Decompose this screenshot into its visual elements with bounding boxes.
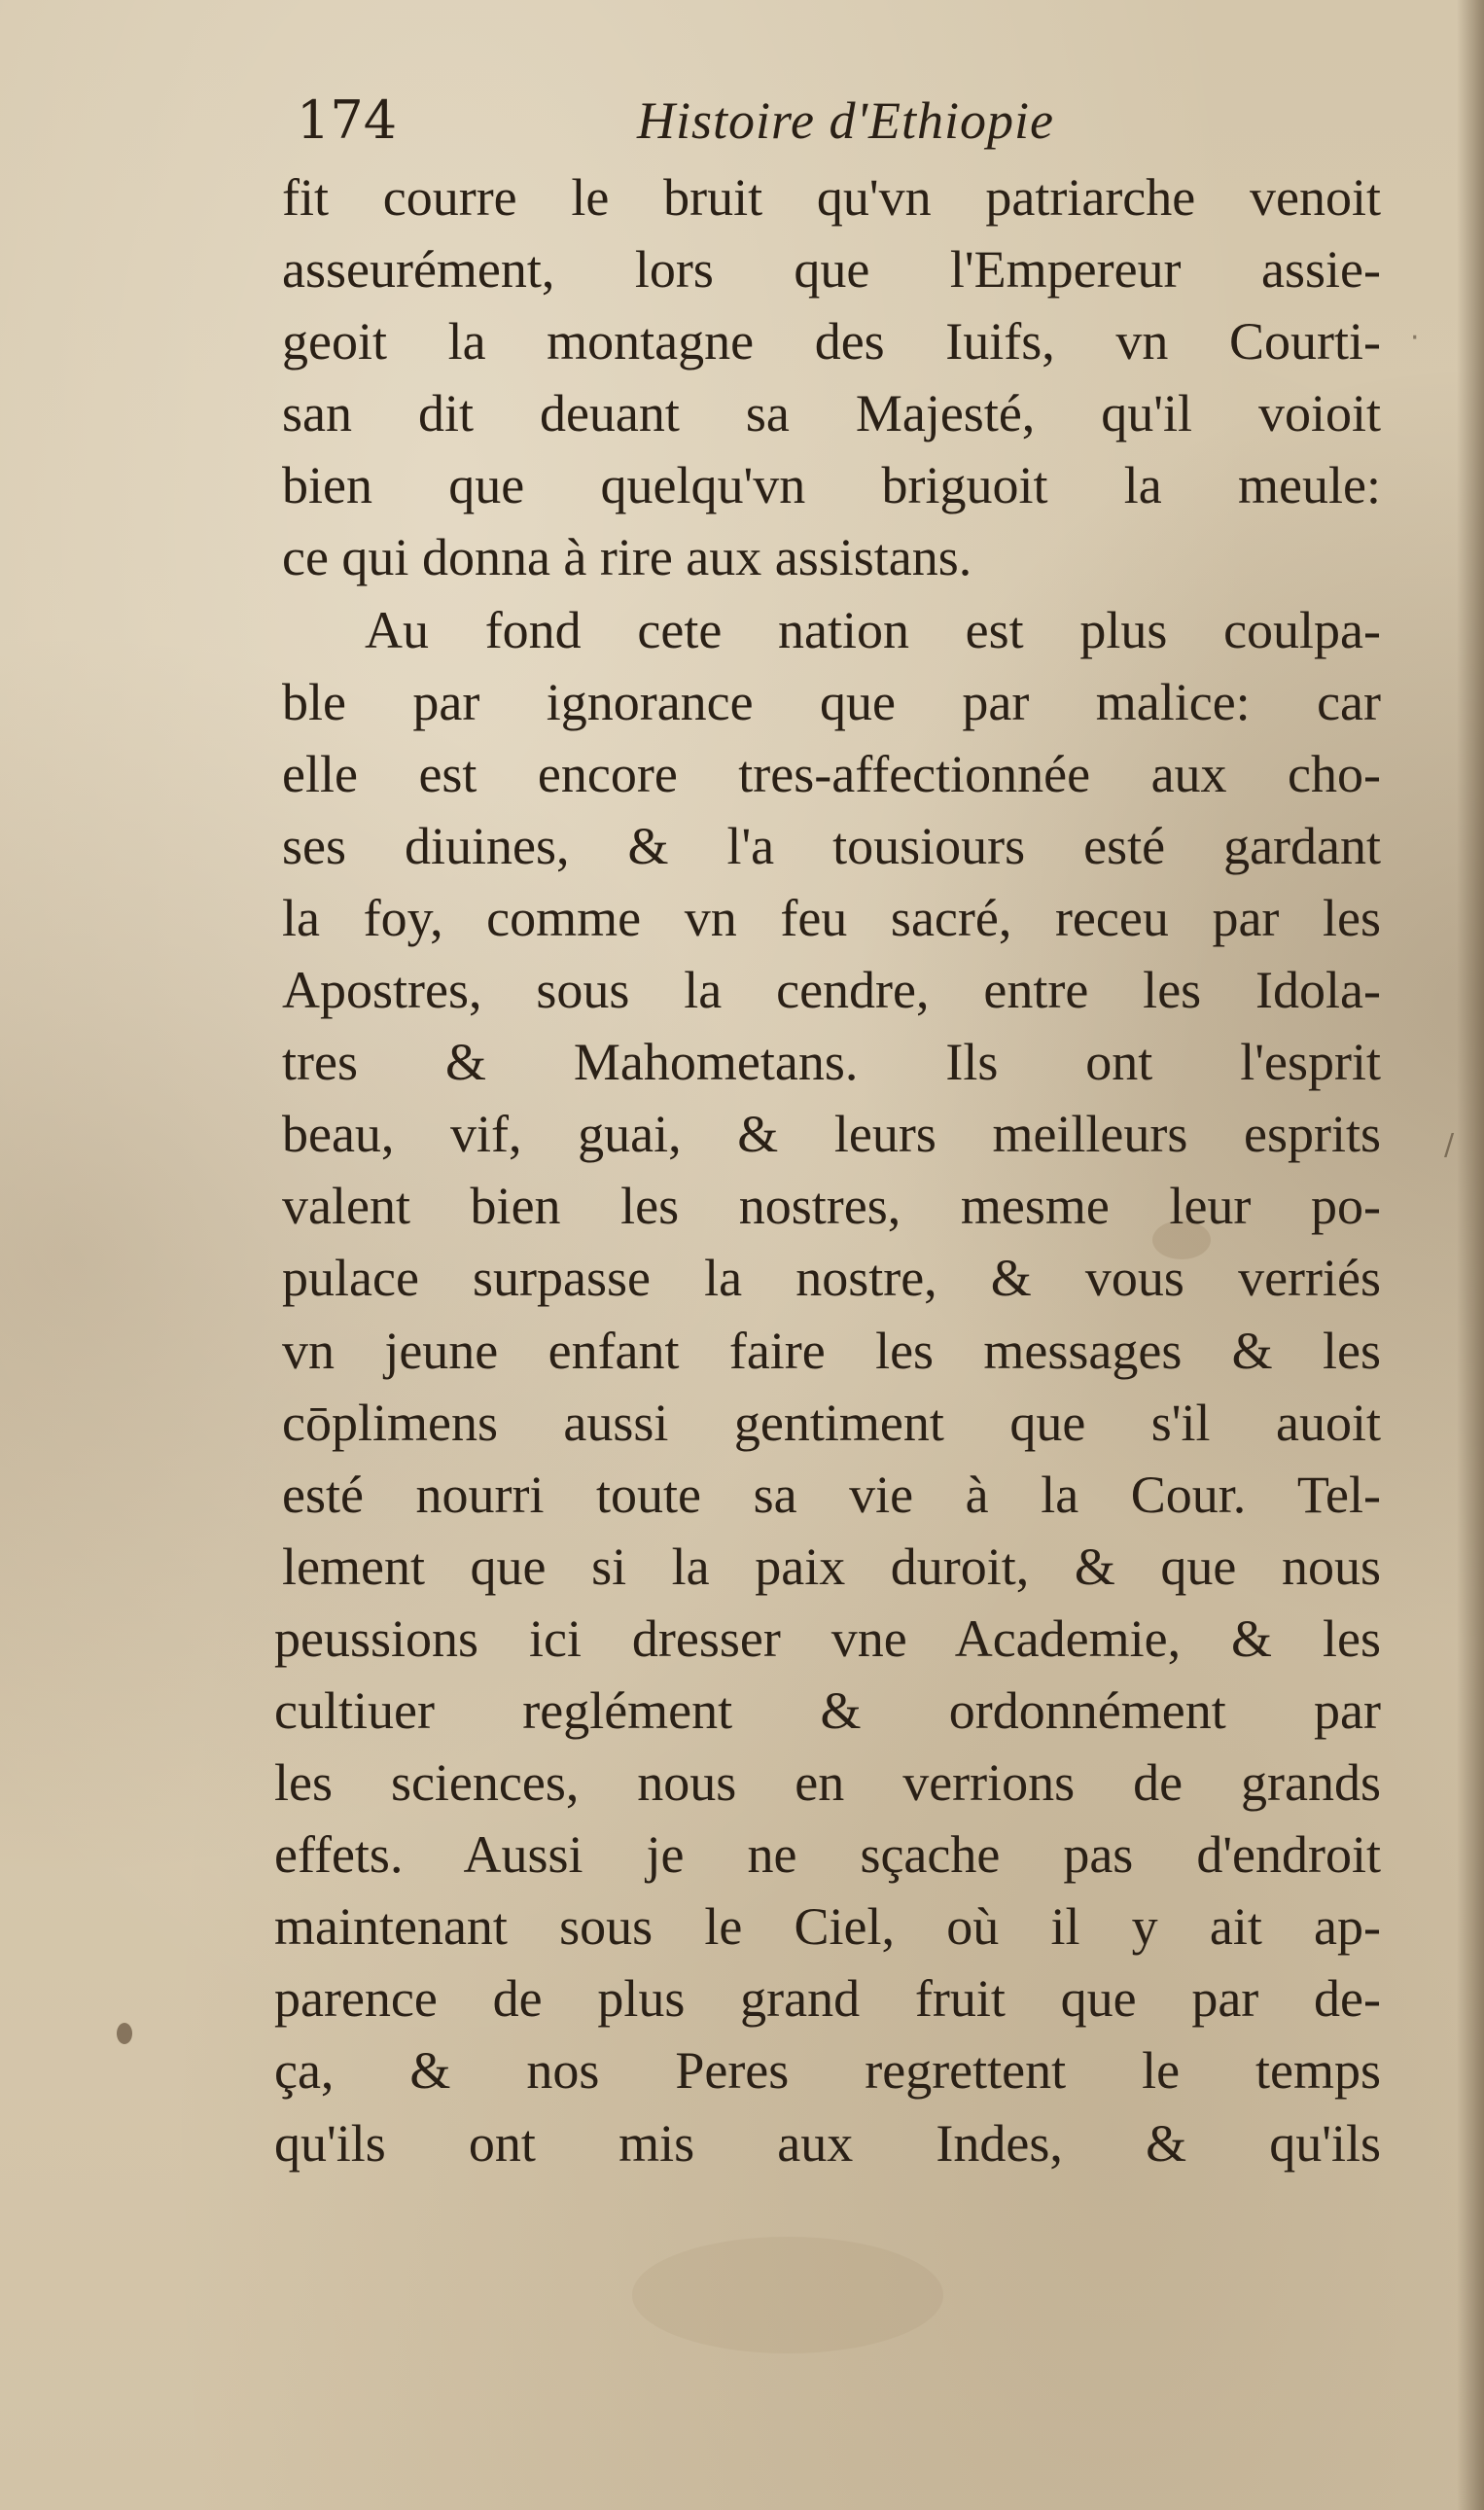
page-number: 174 bbox=[297, 89, 398, 151]
text-line: cultiuer reglément & ordonnément par bbox=[274, 1680, 1381, 1740]
text-line: lement que si la paix duroit, & que nous bbox=[282, 1537, 1381, 1596]
text-line: parence de plus grand fruit que par de- bbox=[274, 1969, 1381, 2029]
text-line: qu'ils ont mis aux Indes, & qu'ils bbox=[274, 2113, 1381, 2173]
text-line: esté nourri toute sa vie à la Cour. Tel- bbox=[282, 1465, 1381, 1524]
body-text bbox=[274, 161, 1381, 2179]
text-line: asseurément, lors que l'Empereur assie- bbox=[282, 240, 1381, 300]
paragraph-first-line: Au fond cete nation est plus coulpa- bbox=[365, 600, 1381, 659]
text-line: ce qui donna à rire aux assistans. bbox=[282, 528, 972, 587]
ink-speck bbox=[117, 2023, 132, 2044]
text-line: pulace surpasse la nostre, & vous verriés bbox=[282, 1249, 1381, 1308]
text-line: maintenant sous le Ciel, où il y ait ap- bbox=[274, 1897, 1381, 1957]
text-line: san dit deuant sa Majesté, qu'il voioit bbox=[282, 384, 1381, 443]
page-header bbox=[297, 82, 1396, 159]
text-line: peussions ici dresser vne Academie, & les bbox=[274, 1609, 1381, 1668]
text-line: geoit la montagne des Iuifs, vn Courti- bbox=[282, 312, 1381, 371]
page-edge-shadow bbox=[1457, 0, 1484, 2510]
text-line: fit courre le bruit qu'vn patriarche venoit bbox=[282, 168, 1381, 227]
text-line: les sciences, nous en verrions de grands bbox=[274, 1753, 1381, 1813]
text-line: ça, & nos Peres regrettent le temps bbox=[274, 2041, 1381, 2101]
text-line: ble par ignorance que par malice: car bbox=[282, 672, 1381, 731]
text-line: effets. Aussi je ne sçache pas d'endroit bbox=[274, 1825, 1381, 1885]
running-title: Histoire d'Ethiopie bbox=[637, 91, 1055, 150]
text-line: Apostres, sous la cendre, entre les Idola- bbox=[282, 961, 1381, 1020]
text-line: beau, vif, guai, & leurs meilleurs esprits bbox=[282, 1105, 1381, 1164]
text-line: ses diuines, & l'a tousiours esté gardant bbox=[282, 816, 1381, 875]
text-line: la foy, comme vn feu sacré, receu par les bbox=[282, 888, 1381, 947]
text-line: bien que quelqu'vn briguoit la meule: bbox=[282, 456, 1381, 515]
paper-stain bbox=[632, 2237, 943, 2353]
text-line: vn jeune enfant faire les messages & les bbox=[282, 1321, 1381, 1380]
text-line: valent bien les nostres, mesme leur po- bbox=[282, 1177, 1381, 1236]
margin-mark: · bbox=[1410, 321, 1420, 355]
text-line: tres & Mahometans. Ils ont l'esprit bbox=[282, 1033, 1381, 1092]
text-line: cōplimens aussi gentiment que s'il auoit bbox=[282, 1393, 1381, 1452]
text-line: elle est encore tres-affectionnée aux cho- bbox=[282, 744, 1381, 803]
margin-mark: / bbox=[1444, 1128, 1455, 1162]
